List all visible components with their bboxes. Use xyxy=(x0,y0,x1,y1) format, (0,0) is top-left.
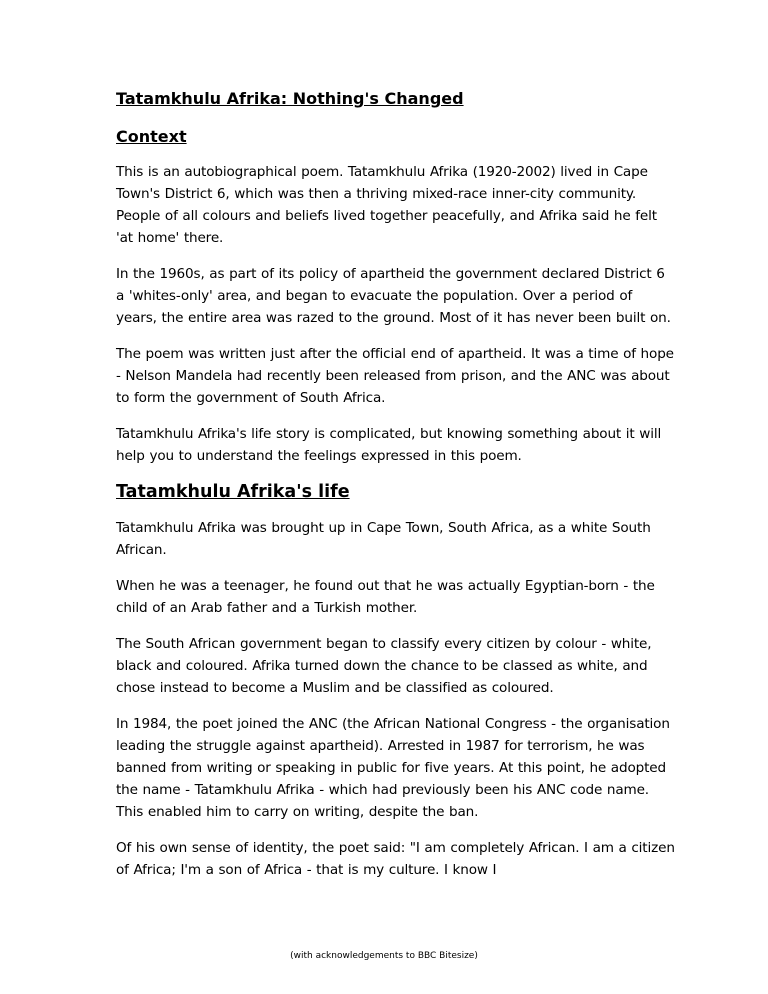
footer-acknowledgement: (with acknowledgements to BBC Bitesize) xyxy=(290,951,478,961)
life-paragraph: When he was a teenager, he found out that he was actually Egyptian-born - the child of an Arab father and a Turkish mother. xyxy=(116,578,655,616)
context-paragraph: Tatamkhulu Afrika's life story is complicated, but knowing something about it will help you to understand the feelings expressed in this poem. xyxy=(116,426,662,464)
context-paragraph: In the 1960s, as part of its policy of apartheid the government declared District 6 a 'whites-only' area, and began to evacuate the population. Over a period of years, the entire area was razed to the ground. Most of it has never been built on. xyxy=(116,266,671,326)
life-paragraph: Tatamkhulu Afrika was brought up in Cape Town, South Africa, as a white South African. xyxy=(116,520,651,558)
document-body xyxy=(116,89,676,895)
context-heading: Context xyxy=(116,127,187,146)
context-paragraph: The poem was written just after the official end of apartheid. It was a time of hope - Nelson Mandela had recently been released from prison, and the ANC was about to form the government of South Africa. xyxy=(116,346,674,406)
life-heading: Tatamkhulu Afrika's life xyxy=(116,482,350,502)
context-paragraph: This is an autobiographical poem. Tatamkhulu Afrika (1920-2002) lived in Cape Town's District 6, which was then a thriving mixed-race inner-city community. People of all colours and beliefs lived together peacefully, and Afrika said he felt 'at home' there. xyxy=(116,164,657,246)
life-paragraph: In 1984, the poet joined the ANC (the African National Congress - the organisation leading the struggle against apartheid). Arrested in 1987 for terrorism, he was banned from writing or speaking in public for five years. At this point, he adopted the name - Tatamkhulu Afrika - which had previously been his ANC code name. This enabled him to carry on writing, despite the ban. xyxy=(116,716,670,820)
life-paragraph: Of his own sense of identity, the poet said: "I am completely African. I am a citizen of Africa; I'm a son of Africa - that is my culture. I know I xyxy=(116,840,675,878)
life-paragraph: The South African government began to classify every citizen by colour - white, black and coloured. Afrika turned down the chance to be classed as white, and chose instead to become a Muslim and be classified as coloured. xyxy=(116,636,652,696)
document-title: Tatamkhulu Afrika: Nothing's Changed xyxy=(116,89,464,108)
